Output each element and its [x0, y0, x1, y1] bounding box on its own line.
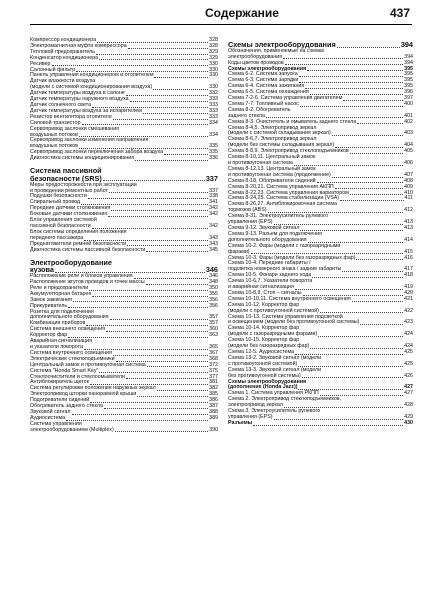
toc-leader-dots	[113, 355, 208, 356]
toc-entry-title: Схема 8-24,25. Система стабилизации (VSA)	[228, 195, 340, 202]
toc-entry-title: Схема 8-10,11. Центральный замок	[228, 154, 316, 161]
toc-entry-page: 425	[404, 360, 413, 367]
toc-entry-title: Схема 10-5. Фонари заднего хода	[228, 272, 312, 279]
toc-entry-page: 411	[404, 195, 413, 202]
toc-entry-page: 335	[209, 149, 218, 156]
toc-entry-page: 409	[404, 183, 413, 190]
toc-entry-page: 343	[209, 234, 218, 241]
toc-leader-dots	[154, 77, 208, 78]
toc-leader-dots	[137, 396, 208, 397]
toc-entry-title: дополнительного оборудования	[228, 236, 307, 243]
toc-entry-title: Блок системы определения положения	[30, 228, 127, 235]
toc-leader-dots	[88, 198, 208, 199]
toc-leader-dots	[72, 414, 209, 415]
toc-entry-title: Схема 10-15. Корректор фар	[228, 337, 300, 344]
toc-entry-page: 355	[209, 290, 218, 297]
toc-entry-title: дополнительного оборудования	[30, 314, 109, 321]
toc-entry-title: Салонный фильтр	[30, 66, 76, 73]
toc-entry-page: 377	[209, 373, 218, 380]
toc-entry-title: Схема 10-8,9. Стоп – сигналы	[228, 289, 302, 296]
toc-entry-title: управления (EPS)	[228, 413, 273, 420]
toc-entry-title: и проведении ремонтных работ	[30, 187, 108, 194]
toc-entry-title: Меры предосторожности при эксплуатации	[30, 181, 137, 188]
toc-entry-title: воздушных потоков	[30, 143, 78, 150]
toc-entry-title: Схема 9-13. Разъем для подключения	[228, 230, 322, 237]
toc-entry-title: Компрессор кондиционера	[30, 37, 97, 43]
toc-entry-page: 416	[404, 254, 413, 261]
toc-leader-dots	[146, 284, 208, 285]
toc-entry[interactable]	[30, 156, 218, 162]
toc-entry-page: 402	[404, 118, 413, 125]
toc-entry-page: 413	[404, 224, 413, 231]
toc-entry-title: Реле и предохранители	[30, 284, 89, 291]
toc-leader-dots	[115, 431, 208, 432]
page-header	[0, 4, 424, 26]
toc-entry-title: Схема 8-12,13. Центральный замок	[228, 165, 316, 172]
toc-entry-title: Схема 10-10,11. Система внутреннего освещения	[228, 295, 351, 302]
toc-entry-title: Боковые датчики столкновения	[30, 211, 108, 218]
toc-entry-title: (модели без системы складывания зеркал)	[228, 142, 335, 149]
toc-leader-dots	[146, 251, 208, 252]
header-rule	[30, 24, 412, 25]
toc-entry-title: Схема 8-4,5. Электропривод зеркал	[228, 124, 317, 131]
toc-entry-title: и указатели поворота	[30, 343, 83, 350]
toc-leader-dots	[295, 289, 403, 290]
toc-entry-page: 394	[400, 40, 413, 49]
toc-entry-title: (модели без газоразрядных фар)	[228, 343, 310, 350]
toc-entry-title: Обозначения, применяемые на схемах	[228, 47, 325, 54]
toc-leader-dots	[164, 154, 208, 155]
toc-entry-title: Схема 12-5. Аудиосистема	[228, 349, 295, 356]
toc-entry-title: Антиблокиратель щеток	[30, 379, 89, 386]
toc-entry-page: 375	[209, 367, 218, 374]
toc-leader-dots	[352, 301, 403, 302]
toc-entry-title: Розетка для подключения	[30, 308, 94, 315]
toc-entry-page: 418	[404, 272, 413, 279]
toc-entry-title: Схема 10-12. Корректор фар	[228, 301, 300, 308]
toc-entry-page: 394	[404, 53, 413, 60]
toc-entry-title: Система "Honda Smart Key"	[30, 367, 99, 374]
toc-entry-title: электропривод зеркал	[228, 402, 283, 409]
toc-entry-page: 334	[209, 131, 218, 138]
toc-entry-page: 363	[209, 332, 218, 339]
toc-entry-page: 404	[404, 142, 413, 149]
toc-entry-page: 394	[404, 59, 413, 66]
toc-entry-page: 429	[404, 413, 413, 420]
toc-entry-page: 372	[209, 361, 218, 368]
toc-entry-page: 401	[404, 112, 413, 119]
toc-entry-page: 333	[209, 107, 218, 114]
toc-leader-dots	[343, 100, 403, 101]
toc-leader-dots	[332, 177, 403, 178]
toc-entry-title: Схема 10-14. Корректор фар	[228, 325, 300, 332]
toc-leader-dots	[305, 88, 403, 89]
toc-entry-page: 422	[404, 307, 413, 314]
toc-entry-title: (модели с системой складывания зеркал)	[228, 130, 331, 137]
toc-entry-title: Стеклоочистители и стеклоомыватели	[30, 373, 125, 380]
toc-entry-title: Схема 13-3. Звуковой сигнал (модели	[228, 366, 322, 373]
page-title: Содержание	[205, 6, 279, 20]
toc-entry-page: 360	[209, 326, 218, 333]
toc-leader-dots	[110, 319, 209, 320]
toc-entry-page: 330	[209, 84, 218, 91]
toc-leader-dots	[340, 200, 403, 201]
toc-entry-title: Преднатяжители ремней безопасности	[30, 240, 127, 247]
toc-entry-page: 407	[404, 171, 413, 178]
toc-entry-title: заднего стекла	[228, 112, 265, 119]
toc-entry-page: 410	[404, 189, 413, 196]
toc-entry-title: Схема 7-7. Топливный насос	[228, 100, 299, 107]
toc-entry-page: 397	[404, 95, 413, 102]
toc-entry-page: 342	[209, 211, 218, 218]
toc-entry-title: Замок зажигания	[30, 296, 72, 303]
toc-entry-page: 386	[209, 397, 218, 404]
toc-leader-dots	[350, 194, 403, 195]
toc-entry-page: 405	[404, 148, 413, 155]
toc-entry-title: Панель управления кондиционером и отопителем	[30, 72, 154, 79]
toc-entry-page: 330	[209, 66, 218, 73]
toc-entry-title: Расположение реле и блоков управления	[30, 273, 133, 280]
toc-entry-title: Схема 8-22,23. Система управления вариатором	[228, 189, 349, 196]
toc-leader-dots	[128, 48, 209, 49]
toc-entry-title: Система пассивной	[30, 166, 102, 176]
toc-leader-dots	[302, 377, 403, 378]
toc-entry-page: 341	[209, 199, 218, 206]
toc-entry-page: 389	[209, 414, 218, 421]
toc-entry-page: 330	[209, 60, 218, 67]
toc-entry-title: Схемы электрооборудования	[228, 378, 307, 385]
toc-entry-page: 385	[209, 391, 218, 398]
toc-entry-title: Блок управления системой	[30, 217, 97, 224]
toc-leader-dots	[310, 348, 403, 349]
toc-entry-title: Диагностика системы пассивной безопасности	[30, 246, 146, 253]
toc-entry-page: 419	[404, 284, 413, 291]
toc-leader-dots	[73, 301, 208, 302]
toc-entry-title: Схема 9-12. Звуковой сигнал	[228, 224, 300, 231]
toc-entry-title: Система внешнего освещения	[30, 326, 106, 333]
toc-entry-title: и освещением (модели без противоугонной системы)	[228, 319, 360, 326]
toc-entry-page: 428	[404, 402, 413, 409]
toc-entry-title: и противоугонная система (продолжение)	[228, 171, 331, 178]
toc-entry-title: Датчик температуры воздуха в салоне	[30, 90, 125, 97]
toc-entry-page: 403	[404, 130, 413, 137]
toc-entry-title: управления (EPS)	[228, 219, 273, 226]
toc-entry-title: Электромагнитная муфта компрессора	[30, 42, 127, 49]
toc-entry-page: 335	[209, 143, 218, 150]
toc-entry-page: 424	[404, 331, 413, 338]
toc-column-right	[228, 38, 413, 427]
toc-leader-dots	[357, 123, 403, 124]
toc-entry-page: 357	[209, 320, 218, 327]
toc-entry-title: Конденсатор кондиционера	[30, 54, 99, 61]
toc-entry-title: тормозов (ABS)	[228, 207, 267, 214]
toc-entry-page: 387	[209, 403, 218, 410]
toc-entry[interactable]	[30, 428, 218, 434]
toc-entry-page: 421	[404, 295, 413, 302]
toc-entry-title: Звуковой сигнал	[30, 408, 71, 415]
toc-entry-title: Датчик температуры наружного воздуха	[30, 96, 129, 103]
page-number: 437	[389, 6, 410, 20]
toc-entry-page: 350	[209, 284, 218, 291]
toc-entry-title: (модели с противоугонной системой)	[228, 307, 319, 314]
toc-leader-dots	[113, 119, 209, 120]
toc-entry-title: Схема 6-5. Система охлаждения	[228, 89, 309, 96]
toc-entry-page: 329	[209, 54, 218, 61]
toc-entry-title: Разъемы	[228, 419, 253, 426]
toc-entry-page: 412	[404, 207, 413, 214]
toc-entry-title: Система управления	[30, 420, 82, 427]
toc-entry-title: Схема 1. Система управления РКПП	[228, 390, 319, 397]
toc-leader-dots	[299, 76, 403, 77]
toc-leader-dots	[307, 70, 403, 71]
toc-entry-title: Схема 8-18. Обогреватели сидений	[228, 177, 316, 184]
toc-leader-dots	[360, 324, 403, 325]
toc-entry-title: Схема 7-2-6. Система управления двигателем	[228, 95, 343, 102]
toc-leader-dots	[99, 59, 208, 60]
toc-entry-page: 333	[209, 101, 218, 108]
toc-entry-page: 343	[209, 240, 218, 247]
toc-entry-page: 357	[209, 314, 218, 321]
toc-entry-page: 337	[209, 187, 218, 194]
toc-entry-title: Схема 10-6,7. Указатели поворота	[228, 278, 313, 285]
toc-entry-title: Центральный замок и противоугонная система	[30, 361, 146, 368]
toc-entry-title: Передние датчики столкновения	[30, 205, 111, 212]
toc-entry-page: 333	[209, 113, 218, 120]
toc-entry-title: Схема 8-26,27. Антиблокировочная система	[228, 201, 337, 208]
toc-leader-dots	[274, 419, 404, 420]
toc-entry-title: Электрооборудование	[30, 257, 112, 267]
toc-entry-page: 345	[209, 246, 218, 253]
toc-entry-page: 414	[404, 236, 413, 243]
toc-section-heading[interactable]	[30, 259, 218, 267]
toc-entry-page: 415	[404, 248, 413, 255]
toc-entry-page: 333	[209, 96, 218, 103]
toc-leader-dots	[106, 331, 208, 332]
toc-entry-title: Схема 8-6,7. Электропривод зеркал	[228, 136, 317, 143]
toc-entry-title: Подушки безопасности	[30, 193, 87, 200]
toc-entry-page: 346	[209, 273, 218, 280]
toc-leader-dots	[130, 101, 209, 102]
toc-entry-title: Схемы электрооборудования	[228, 40, 336, 49]
toc-entry-title: Схема 10-3. Фары (модели без газоразрядных фар)	[228, 254, 356, 261]
toc-entry-page: 395	[404, 65, 413, 72]
toc-column-left	[30, 38, 218, 434]
toc-entry-title: Схема 6-2. Система запуска	[228, 71, 298, 78]
toc-leader-dots	[283, 58, 403, 59]
toc-entry-page: 423	[404, 319, 413, 326]
toc-entry-title: Ресивер	[30, 60, 51, 67]
toc-entry-title: (дополнение (Honda Jazz))	[228, 384, 298, 391]
toc-leader-dots	[337, 47, 400, 48]
toc-entry-page: 406	[404, 160, 413, 167]
toc-entry-page: 388	[209, 408, 218, 415]
toc-entry-title: Комбинация приборов	[30, 320, 86, 327]
toc-entry-page: 390	[209, 426, 218, 433]
toc-entry-title: пассивной безопасности	[30, 222, 91, 229]
toc-entry-page: 334	[209, 119, 218, 126]
toc-leader-dots	[253, 425, 403, 426]
toc-entry-title: фарами)	[228, 248, 250, 255]
toc-entry-page: 396	[404, 89, 413, 96]
toc-leader-dots	[143, 113, 208, 114]
toc-entry-page: 328	[209, 42, 218, 49]
toc-entry-title: электрооборудования	[228, 53, 283, 60]
toc-leader-dots	[126, 378, 208, 379]
toc-entry-title: Схема 6-4. Система зажигания	[228, 83, 305, 90]
toc-entry-title: кузова	[30, 265, 54, 275]
toc-entry-title: и противоугонная система	[228, 160, 293, 167]
toc-entry-title: Аккумуляторная батарея	[30, 290, 92, 297]
toc-entry-title: Расположение жгутов проводов и точек массы	[30, 279, 145, 285]
toc-entry-title: Схема 2. Электропривод стеклоподъемников,	[228, 396, 342, 403]
toc-entry-title: Датчик солнечного света	[30, 101, 92, 108]
toc-entry-page: 381	[209, 379, 218, 386]
toc-entry[interactable]	[30, 248, 218, 254]
toc-entry-title: Коды цветов проводов	[228, 59, 284, 66]
toc-entry-title: Схема 3. Электроусилитель рулевого	[228, 408, 321, 415]
toc-entry-title: Схема 8-20,21. Система управления АКПП	[228, 183, 334, 190]
toc-entry-page: 395	[404, 71, 413, 78]
toc-entry-page: 356	[209, 296, 218, 303]
toc-entry-page: 356	[209, 302, 218, 309]
toc-entry-page: 425	[404, 349, 413, 356]
toc-entry-title: (модели с системой кондиционирования воздуха)	[30, 84, 153, 91]
toc-leader-dots	[312, 277, 403, 278]
toc-entry-title: Схема 10-13. Система управления подсветкой	[228, 313, 343, 320]
toc-leader-dots	[66, 420, 208, 421]
toc-entry-title: (модели с газоразрядными фарами)	[228, 331, 318, 338]
toc-entry-title: Подогреватели сидений	[30, 397, 90, 404]
toc-leader-dots	[89, 290, 208, 291]
toc-entry-page: 420	[404, 289, 413, 296]
toc-entry-title: безопасности (SRS)	[30, 173, 102, 183]
toc-entry-title: Силовой транзистор	[30, 119, 81, 126]
toc-entry-title: Электропривод шторки панорамной крыши	[30, 391, 137, 398]
toc-entry-title: Схема 8-31. Электроусилитель рулевого	[228, 213, 328, 220]
toc-entry-page: 427	[404, 390, 413, 397]
toc-leader-dots	[299, 82, 403, 83]
toc-leader-dots	[111, 210, 208, 211]
toc-leader-dots	[300, 106, 403, 107]
toc-entry-page: 329	[209, 48, 218, 55]
toc-entry-title: Схема 8-2. Обогреватель	[228, 106, 291, 113]
toc-leader-dots	[157, 390, 208, 391]
toc-entry-page: 338	[209, 193, 218, 200]
toc-leader-dots	[92, 296, 208, 297]
toc-entry-page: 365	[209, 343, 218, 350]
toc-entry-title: Схема 8-8,9. Электропривод стеклоподъемников	[228, 148, 349, 155]
toc-entry-title: Схема 10-4. Передние габариты /	[228, 260, 311, 267]
toc-leader-dots	[96, 54, 208, 55]
toc-entry-title: с противоугонной системой)	[228, 360, 298, 367]
toc-entry-title: Аудиосистема	[30, 414, 66, 421]
toc-leader-dots	[104, 408, 208, 409]
toc-entry-title: Система регулировки положения наружных зеркал	[30, 385, 156, 392]
toc-entry-title: Прикуриватель	[30, 302, 68, 309]
toc-entry-title: Схема 13-2. Звуковой сигнал (модели	[228, 354, 322, 361]
toc-entry-title: без противоугонной системы)	[228, 372, 301, 379]
toc-entry-title: электрооборудованием (Multiplex)	[30, 426, 114, 433]
toc-entry-title: и аварийная сигнализация	[228, 284, 294, 291]
toc-entry-page: 400	[404, 100, 413, 107]
toc-entry-page: 367	[209, 349, 218, 356]
toc-leader-dots	[332, 135, 403, 136]
toc-entry-page: 427	[404, 384, 413, 391]
toc-entry-title: Обогреватель заднего стекла	[30, 403, 103, 410]
toc-leader-dots	[135, 160, 208, 161]
toc-entry-page: 424	[404, 343, 413, 350]
toc-leader-dots	[90, 402, 208, 403]
toc-entry-title: Сервопривод заслонки переключения забора воздуха	[30, 149, 164, 156]
toc-entry-page: 408	[404, 177, 413, 184]
toc-entry[interactable]	[228, 421, 413, 427]
toc-entry-page: 395	[404, 83, 413, 90]
toc-entry-page: 395	[404, 77, 413, 84]
toc-entry-title: Сервопривод заслонки изменения направления	[30, 137, 149, 144]
toc-entry-page: 330	[209, 72, 218, 79]
toc-entry-title: Резистор вентилятора отопителя	[30, 113, 112, 120]
toc-entry-title: Датчик температуры воздуха за испарителем	[30, 107, 142, 114]
toc-leader-dots	[342, 271, 403, 272]
toc-entry-title: Электрические стеклоподъемники	[30, 355, 115, 362]
toc-entry-title: Схема 8-3. Очиститель и омыватель заднего стекла	[228, 118, 357, 125]
toc-entry-title: Аварийная сигнализация	[30, 338, 93, 345]
toc-leader-dots	[153, 89, 208, 90]
toc-leader-dots	[126, 95, 208, 96]
toc-entry-title: Спиральный провод	[30, 199, 80, 206]
toc-leader-dots	[147, 366, 208, 367]
toc-leader-dots	[109, 192, 208, 193]
toc-entry-title: воздушных потоков	[30, 131, 78, 138]
toc-entry-title: Схема 6-3. Система зарядки	[228, 77, 299, 84]
toc-entry-page: 342	[209, 222, 218, 229]
toc-entry-title: Система внутреннего освещения	[30, 349, 112, 356]
toc-entry-title: Корректор фар	[30, 332, 68, 339]
toc-entry-page: 336	[209, 155, 218, 162]
toc-entry-title: переднего пассажира	[30, 234, 84, 241]
toc-entry-page: 426	[404, 372, 413, 379]
toc-leader-dots	[350, 153, 403, 154]
toc-entry-page: 342	[209, 205, 218, 212]
toc-entry-page: 413	[404, 219, 413, 226]
toc-entry-title: Датчик влажности воздуха	[30, 78, 96, 85]
toc-entry-page: 368	[209, 355, 218, 362]
toc-entry-title: Схемы электрооборудования	[228, 65, 307, 72]
toc-leader-dots	[108, 216, 208, 217]
toc-entry-title: Тепловой предохранитель	[30, 48, 96, 55]
toc-entry-page: 417	[404, 266, 413, 273]
toc-entry-title: подсветка номерного знака / задние габариты	[228, 266, 342, 273]
toc-leader-dots	[318, 336, 403, 337]
toc-entry-title: Схема 10-2. Фары (модели с газоразрядными	[228, 242, 341, 249]
toc-entry-page: 332	[209, 90, 218, 97]
toc-entry-page: 348	[209, 279, 218, 285]
toc-entry-page: 337	[205, 173, 218, 183]
toc-entry-title: Сервопривод заслонки смешивания	[30, 125, 120, 132]
toc-entry-page: 346	[205, 265, 218, 275]
toc-entry-page: 382	[209, 385, 218, 392]
toc-entry-page: 430	[404, 419, 413, 426]
toc-leader-dots	[356, 259, 403, 260]
toc-entry-title: Диагностика системы кондиционирования	[30, 155, 135, 162]
toc-entry-page: 328	[209, 37, 218, 43]
